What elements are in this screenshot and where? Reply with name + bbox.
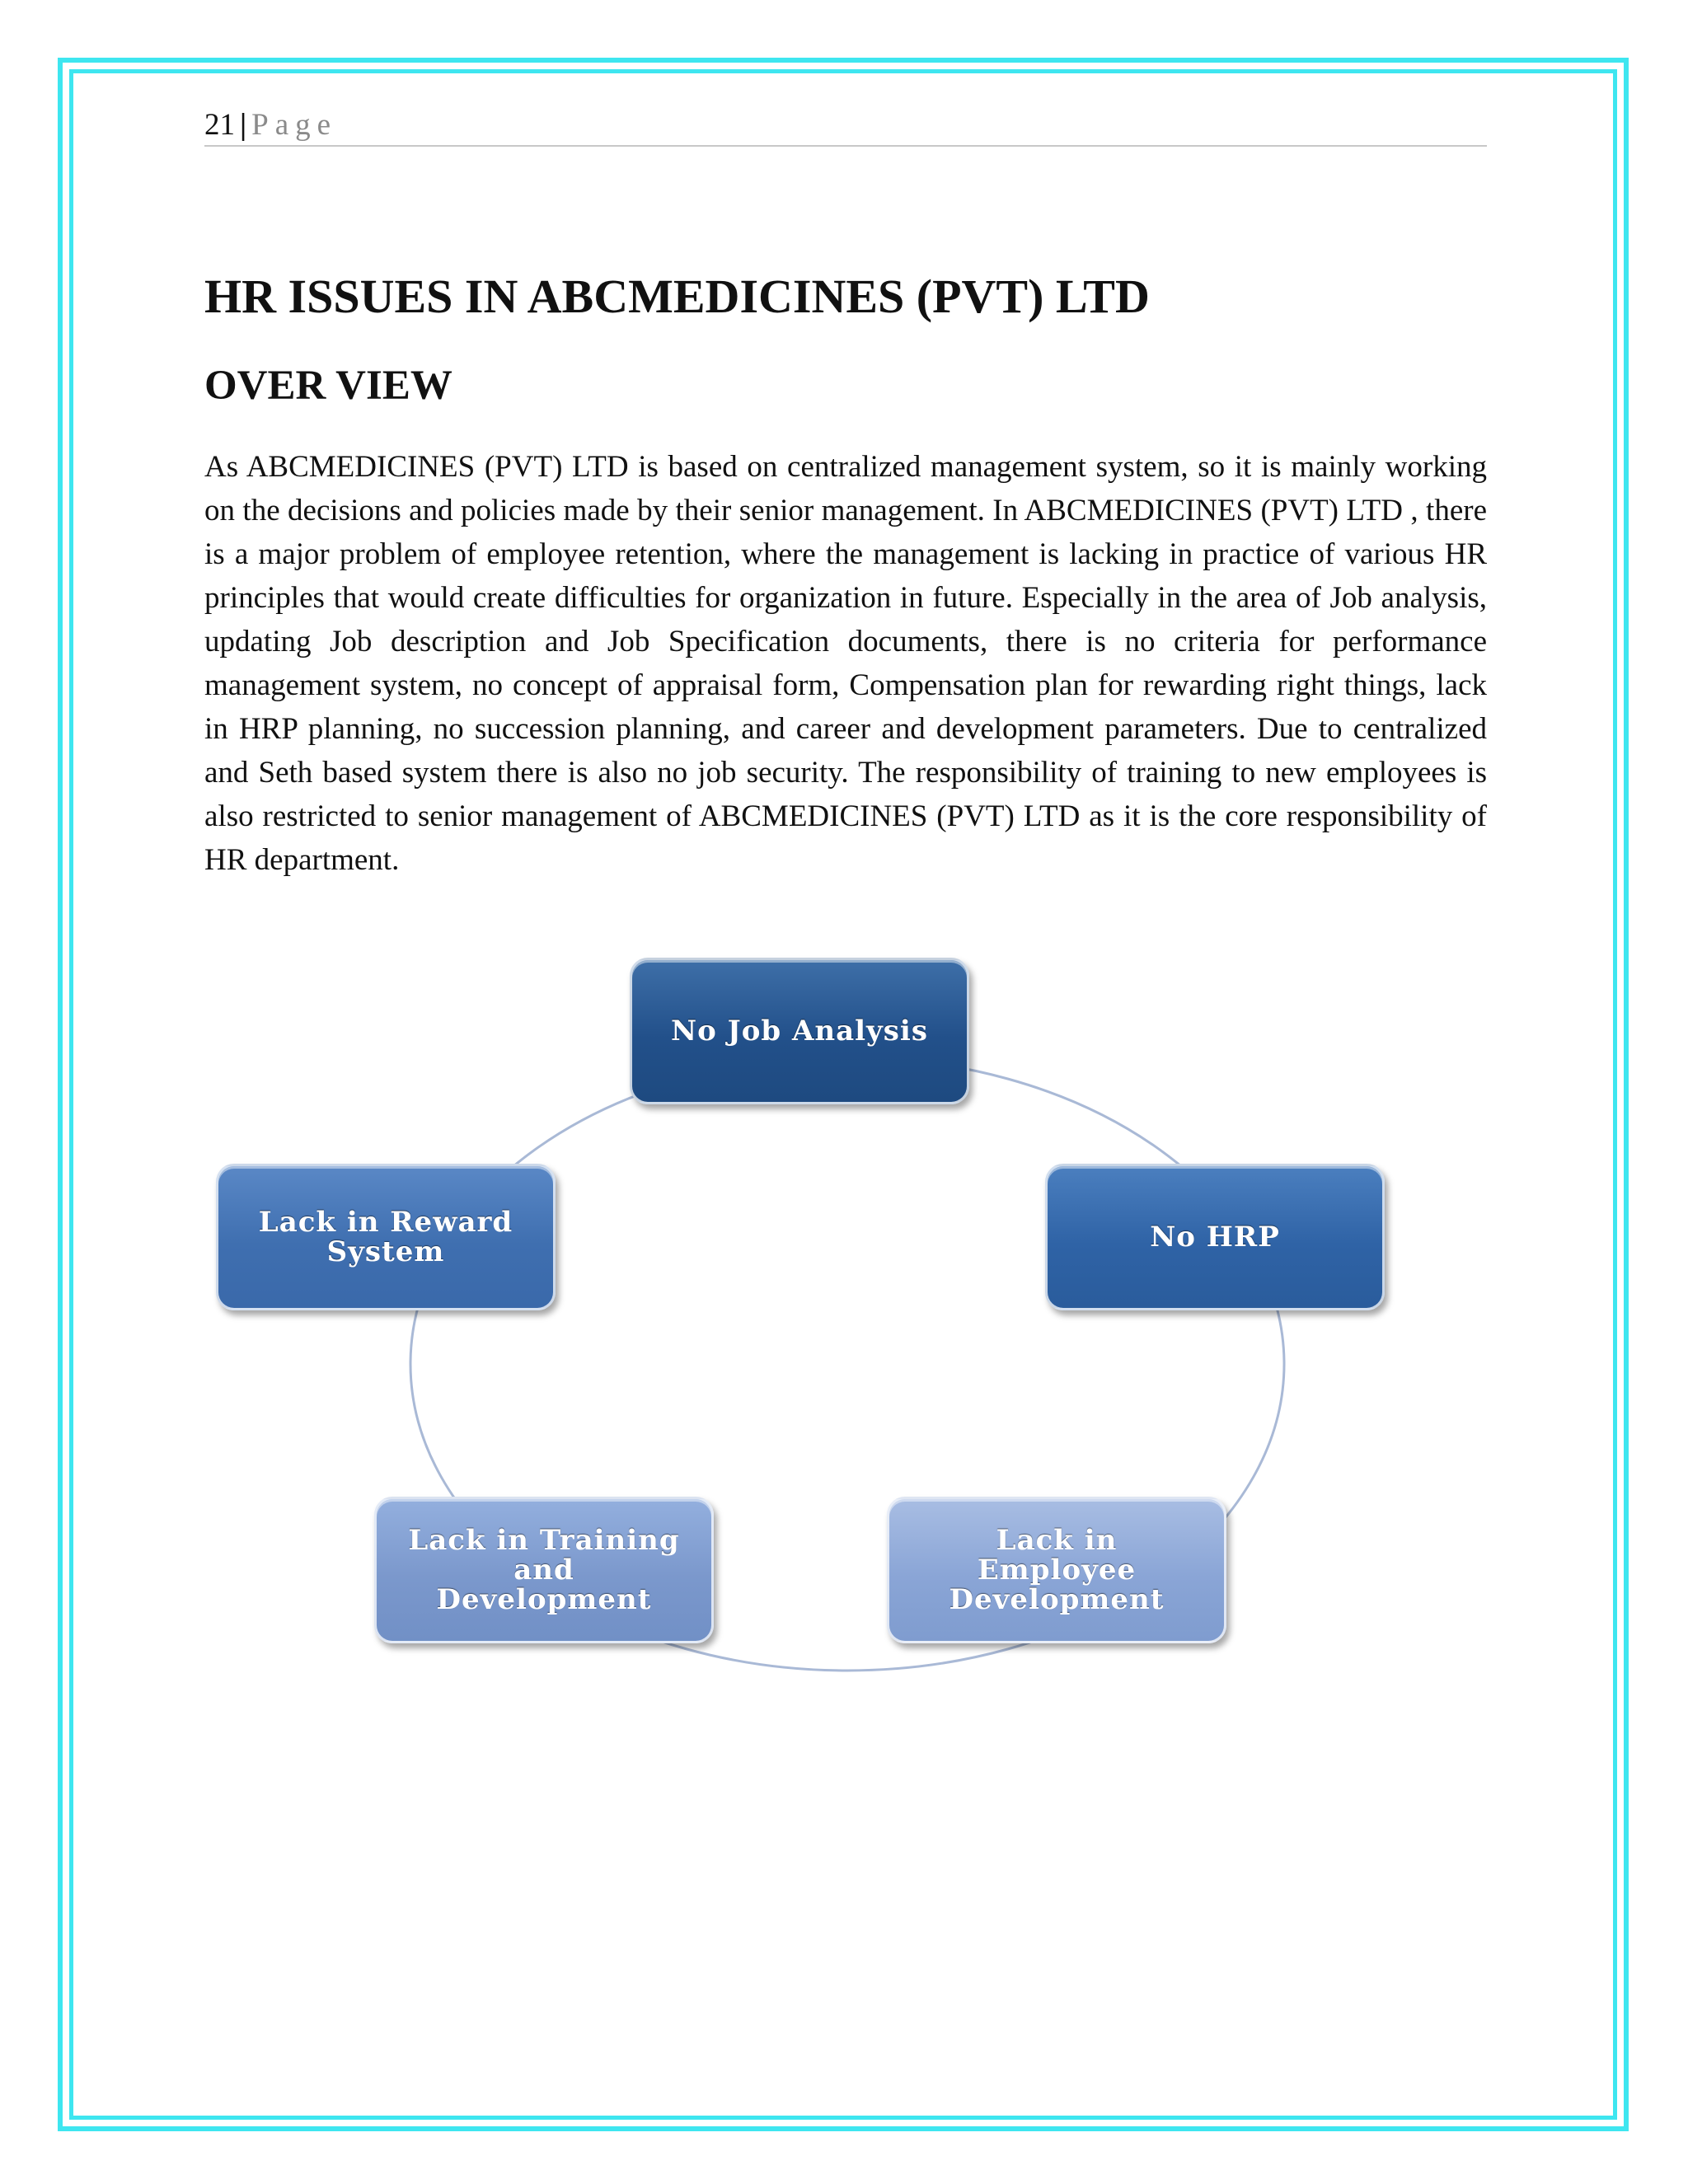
document-title: HR ISSUES IN ABCMEDICINES (PVT) LTD: [204, 269, 1150, 323]
page-word: Page: [251, 108, 338, 142]
node-no-hrp: [1045, 1164, 1385, 1310]
node-label-line: Lack in Reward: [258, 1206, 513, 1239]
node-label-line: Employee: [977, 1554, 1137, 1586]
node-label-line: System: [326, 1235, 445, 1268]
node-label-line: Development: [949, 1583, 1165, 1616]
overview-paragraph: As ABCMEDICINES (PVT) LTD is based on centralized management system, so it is mainly working on the decisions and policies made by their senior management. In ABCMEDICINES (PVT) LTD , there is a major problem of employee retention, where the management is lacking in practice of various HR principles that would create difficulties for organization in future. Especially in the area of Job analysis, updating Job description and Job Specification documents, there is no criteria for performance management system, no concept of appraisal form, Compensation plan for rewarding right things, lack in HRP planning, no succession planning, and career and development parameters. Due to centralized and Seth based system there is also no job security. The responsibility of training to new employees is also restricted to senior management of ABCMEDICINES (PVT) LTD as it is the core responsibility of HR department.: [204, 450, 1487, 877]
node-label-line: No Job Analysis: [671, 1015, 928, 1047]
node-label-line: Lack in Training: [408, 1524, 680, 1557]
node-no-job-analysis: [630, 958, 969, 1104]
node-lack-reward-system: [216, 1164, 556, 1310]
node-label-line: Development: [436, 1583, 652, 1616]
page-separator: |: [240, 108, 247, 142]
node-label-line: No HRP: [1150, 1221, 1280, 1254]
node-lack-employee-development: [887, 1497, 1226, 1643]
node-lack-training-development: [374, 1497, 714, 1643]
page-header: [204, 105, 1487, 147]
node-label-line: Lack in: [996, 1524, 1118, 1557]
page-number: 21: [204, 108, 235, 142]
node-label-line: and: [513, 1554, 574, 1586]
section-heading: OVER VIEW: [204, 363, 452, 409]
